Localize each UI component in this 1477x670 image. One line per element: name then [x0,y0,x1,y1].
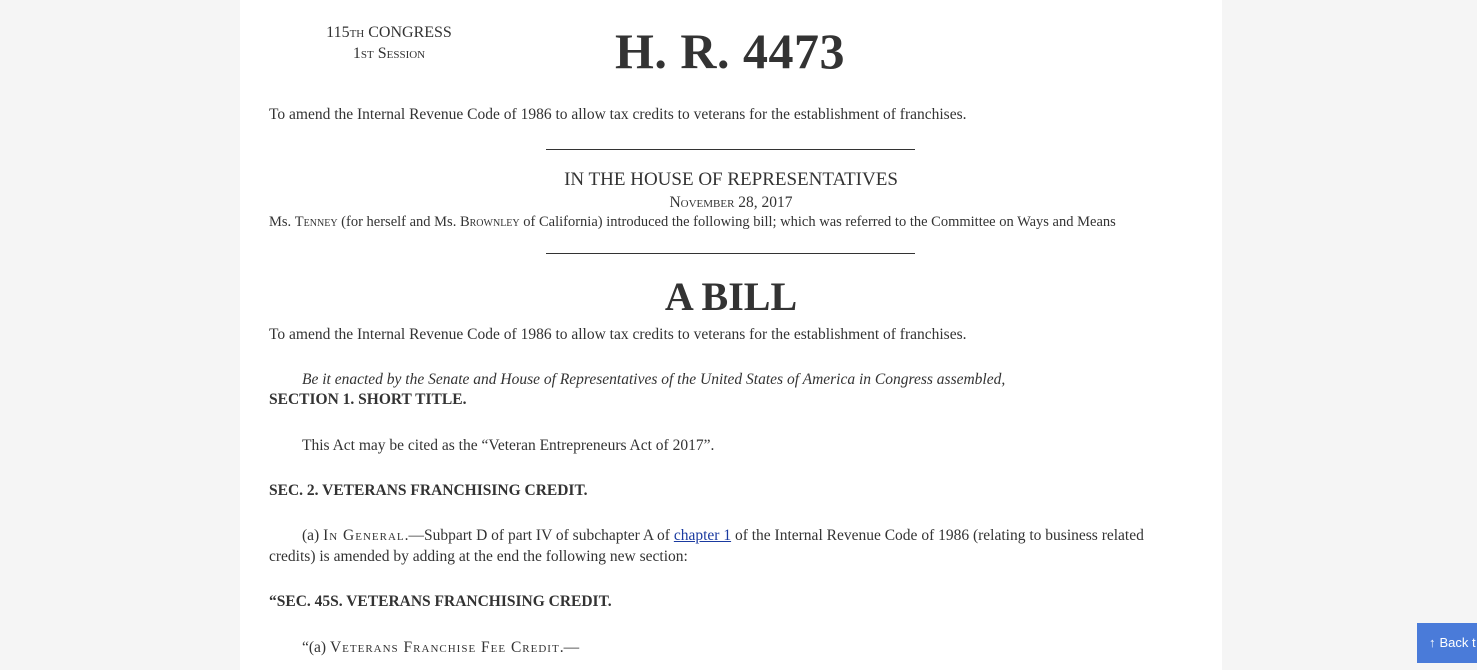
session-label: 1st Session [352,45,426,62]
subsection-text-pre: .—Subpart D of part IV of subchapter A of [404,527,674,544]
bill-number: H. R. 4473 [615,23,845,79]
subsection-heading: In General [323,527,405,544]
section-2a-paragraph [269,525,1189,567]
back-to-top-button[interactable] [1417,623,1477,663]
divider [546,149,915,150]
section-1-heading: SECTION 1. SHORT TITLE. [269,391,467,408]
bill-title: A BILL [664,274,798,319]
cosponsor-name: Brownley [459,214,520,230]
sponsor-statement [269,212,1116,232]
sponsor-mid: (for herself and Ms. [337,214,460,230]
subsection-marker: “(a) [302,639,330,656]
back-to-top-label: Back t [1439,635,1476,650]
introduction-date: November 28, 2017 [669,194,793,211]
section-1-text: This Act may be cited as the “Veteran Entrepreneurs Act of 2017”. [302,437,715,454]
congress-session-block [280,22,498,64]
enacting-clause: Be it enacted by the Senate and House of Representatives of the United States of America in Congress assembled, [302,371,1006,388]
arrow-up-icon: ↑ [1429,635,1436,650]
sponsor-name: Tenney [294,214,338,230]
subsection-dash: .— [559,639,580,656]
bill-purpose: To amend the Internal Revenue Code of 1986 to allow tax credits to veterans for the establishment of franchises. [269,106,967,123]
divider [546,253,915,254]
congress-label: 115th CONGRESS [326,24,452,41]
chamber-heading: IN THE HOUSE OF REPRESENTATIVES [564,169,898,190]
section-45s-a-paragraph [269,637,1189,658]
subsection-text-post: of the Internal Revenue Code of 1986 (relating to business related credits) is amended by adding at the end the following new section: [269,527,1144,565]
sponsor-pre: Ms. [269,214,295,230]
document-page [240,0,1222,670]
subsection-heading: Veterans Franchise Fee Credit [329,639,560,656]
section-45s-heading: “SEC. 45S. VETERANS FRANCHISING CREDIT. [269,593,612,610]
bill-long-title: To amend the Internal Revenue Code of 1986 to allow tax credits to veterans for the establishment of franchises. [269,326,967,343]
sponsor-post: of California) introduced the following bill; which was referred to the Committee on Ways and Means [519,214,1116,230]
chapter-1-link[interactable]: chapter 1 [673,527,732,544]
section-2-heading: SEC. 2. VETERANS FRANCHISING CREDIT. [269,482,588,499]
subsection-marker: (a) [302,527,324,544]
